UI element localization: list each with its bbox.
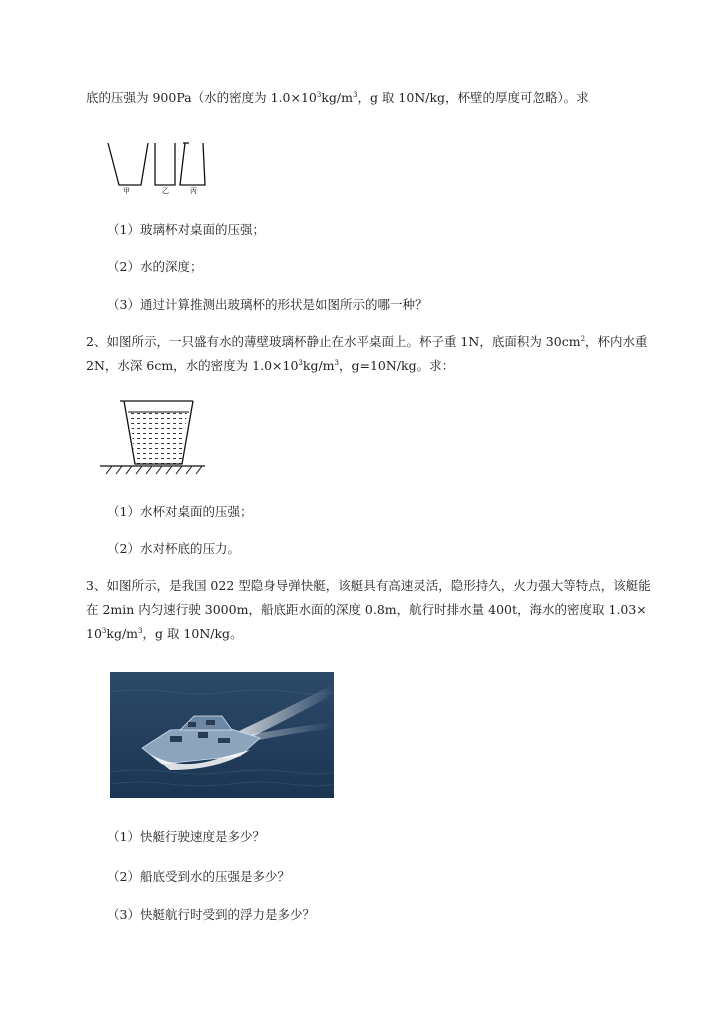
- cup-label-jia: 甲: [123, 187, 130, 195]
- q3-text-b: kg/m: [106, 626, 139, 641]
- cup-label-yi: 乙: [162, 187, 169, 195]
- intro-line: [86, 90, 589, 106]
- q2-sup-2: 3: [298, 359, 303, 367]
- cup-bing-outline: [180, 143, 205, 185]
- q3-item-1: （1）快艇行驶速度是多少？: [107, 829, 265, 844]
- q2-text-a: 2、如图所示，一只盛有水的薄壁玻璃杯静止在水平桌面上。杯子重 1N，底面积为 30cm: [86, 334, 581, 349]
- q1-item-3: （3）通过计算推测出玻璃杯的形状是如图所示的哪一种？: [107, 297, 428, 312]
- water-fill: [130, 412, 187, 464]
- three-cups-figure: [105, 140, 225, 195]
- q3-line-3: [86, 626, 243, 642]
- q3-item-3: （3）快艇航行时受到的浮力是多少？: [107, 907, 315, 922]
- q2-sup-3: 3: [334, 359, 339, 367]
- q2-text-c: 2N，水深 6cm，水的密度为 1.0×10: [86, 358, 299, 373]
- q1-item-1: （1）玻璃杯对桌面的压强；: [107, 222, 265, 237]
- q2-line-2: [86, 358, 454, 374]
- q3-line-2: 在 2min 内匀速行驶 3000m，船底距水面的深度 0.8m，航行时排水量 400t，海水的密度取 1.03×: [86, 602, 647, 617]
- q2-text-e: ，g=10N/kg。求：: [338, 358, 455, 373]
- q2-text-d: kg/m: [302, 358, 335, 373]
- cup-yi-outline: [155, 143, 175, 185]
- q3-text-a: 10: [86, 626, 102, 641]
- q1-item-2: （2）水的深度；: [107, 259, 203, 274]
- intro-sup-2: 3: [352, 91, 358, 99]
- cup-jia-outline: [108, 143, 148, 185]
- table-hatching: [106, 466, 202, 474]
- q3-sup-1: 3: [101, 627, 107, 635]
- q2-line-1: [86, 334, 648, 350]
- intro-text-c: ，g 取 10N/kg，杯壁的厚度可忽略）。求: [357, 90, 589, 105]
- q2-text-b: ，杯内水重: [585, 334, 648, 349]
- intro-text-b: kg/m: [321, 90, 353, 105]
- q3-line-1: 3、如图所示，是我国 022 型隐身导弹快艇，该艇具有高速灵活，隐形持久，火力强大等特点，该艇能: [86, 578, 651, 593]
- cup-label-bing: 丙: [190, 187, 197, 195]
- q3-text-c: ，g 取 10N/kg。: [142, 626, 243, 641]
- stealth-boat-photo: [110, 672, 334, 798]
- q3-sup-2: 3: [138, 627, 143, 635]
- water-cup-figure: [100, 396, 210, 478]
- q3-item-2: （2）船底受到水的压强是多少？: [107, 869, 290, 884]
- q2-sup-1: 2: [580, 335, 586, 343]
- intro-sup-1: 3: [316, 91, 322, 99]
- q2-item-2: （2）水对杯底的压力。: [107, 541, 240, 556]
- q2-item-1: （1）水杯对桌面的压强；: [107, 504, 253, 519]
- intro-text-a: 底的压强为 900Pa（水的密度为 1.0×10: [86, 90, 317, 105]
